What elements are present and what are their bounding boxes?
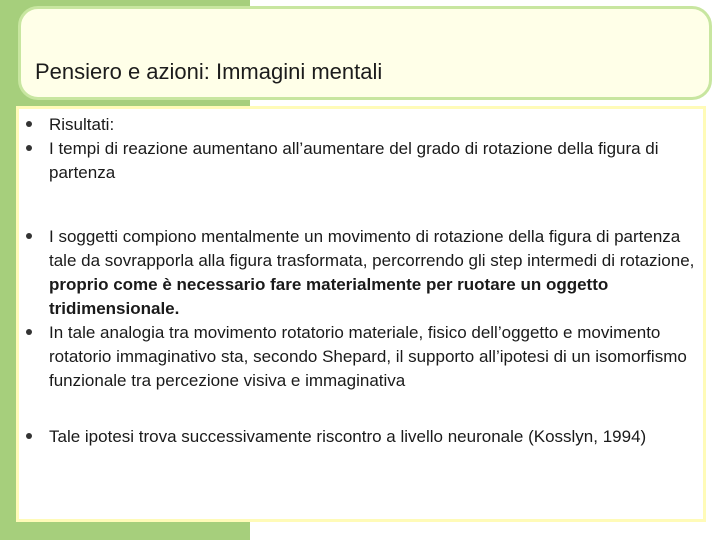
- bullet-text-2: I tempi di reazione aumentano all’aumentare del grado di rotazione della figura di partenza: [49, 139, 659, 182]
- bullet-1-text: :: [109, 115, 115, 134]
- title-box: [18, 6, 712, 100]
- bullet-dot-icon: [26, 121, 32, 127]
- bullet-dot-icon: [26, 145, 32, 151]
- bullet-text-5: Tale ipotesi trova successivamente riscontro a livello neuronale (Kosslyn, 1994): [49, 427, 647, 446]
- bullet-dot-icon: [26, 233, 32, 239]
- slide-title: Pensiero e azioni: Immagini mentali: [35, 59, 383, 84]
- bullet-dot-icon: [26, 329, 32, 335]
- bullet-3-text: I soggetti compiono mentalmente un movimento di rotazione della figura di partenza tale da sovrapporla alla figura trasformata, percorrendo gli step intermedi di rotazione,: [49, 227, 695, 270]
- bullet-text-1: [49, 113, 701, 137]
- bullet-text-4: In tale analogia tra movimento rotatorio materiale, fisico dell’oggetto e movimento rotatorio immaginativo sta, secondo Shepard, il supporto all’ipotesi di un isomorfismo funzionale tra percezione visiva e immaginativa: [49, 323, 687, 390]
- bullet-dot-icon: [26, 433, 32, 439]
- bullet-text-3: [49, 225, 701, 321]
- bullet-3-bold: proprio come è necessario fare materialmente per ruotare un oggetto tridimensionale.: [49, 275, 609, 318]
- content-box: [16, 106, 706, 522]
- bullet-1-bold: Risultati: [49, 115, 110, 134]
